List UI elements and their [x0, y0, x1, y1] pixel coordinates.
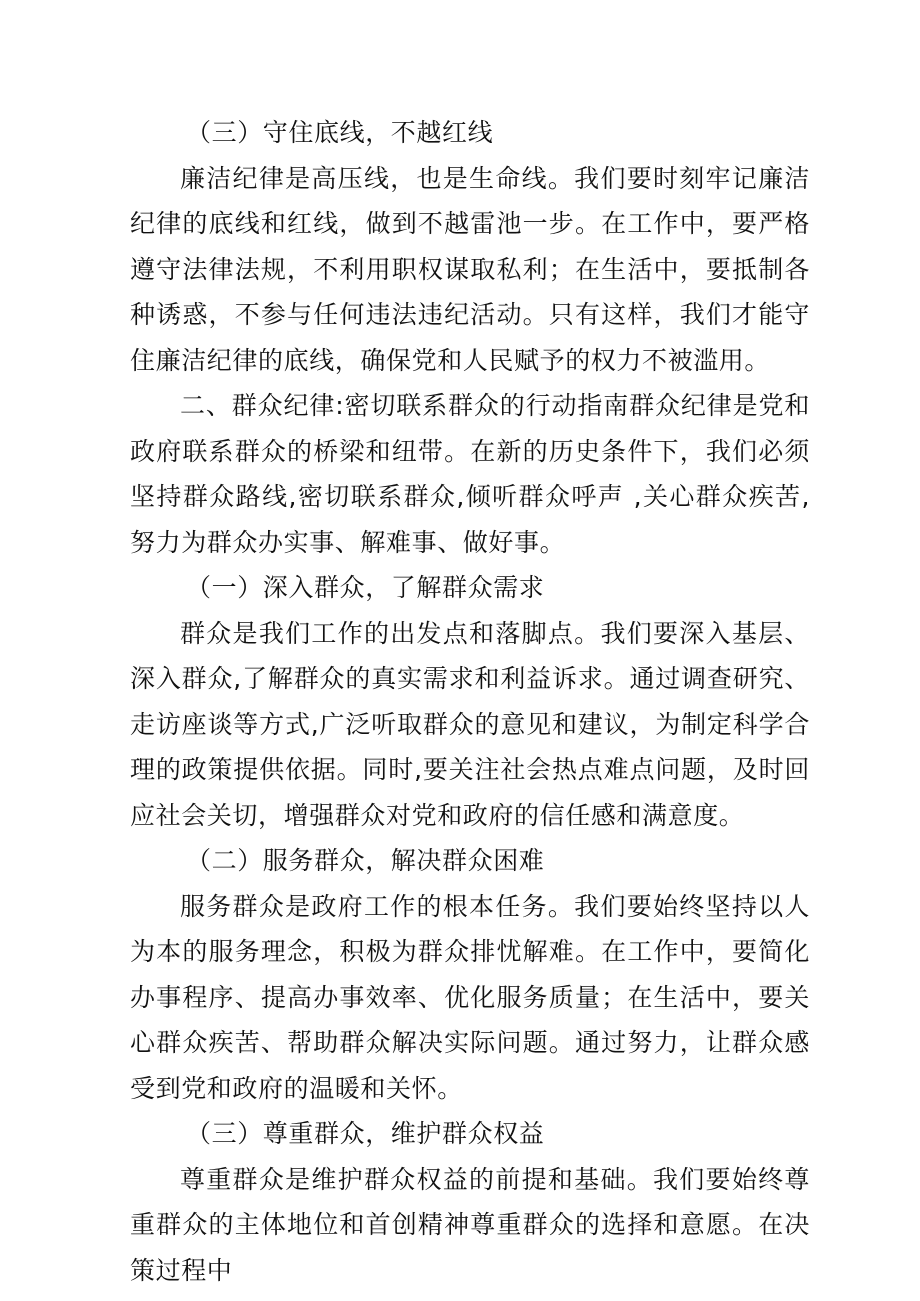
- para-shenru-qunzhong: 群众是我们工作的出发点和落脚点。我们要深入基层、深入群众,了解群众的真实需求和利益诉求。通过调查研究、走访座谈等方式,广泛听取群众的意见和建议，为制定科学合理的政策提供依据。同时,要关注社会热点难点问题，及时回应社会关切，增强群众对党和政府的信任感和满意度。: [130, 618, 810, 830]
- heading-zunzhong-qunzhong: （三）尊重群众，维护群众权益: [186, 1119, 545, 1148]
- para-zunzhong-qunzhong: 尊重群众是维护群众权益的前提和基础。我们要始终尊重群众的主体地位和首创精神尊重群众的选择和意愿。在决策过程中: [130, 1164, 810, 1285]
- para-lianjie-jilv: 廉洁纪律是高压线，也是生命线。我们要时刻牢记廉洁纪律的底线和红线，做到不越雷池一步。在工作中，要严格遵守法律法规，不利用职权谋取私利；在生活中，要抵制各种诱惑，不参与任何违法违纪活动。只有这样，我们才能守住廉洁纪律的底线，确保党和人民赋予的权力不被滥用。: [130, 163, 810, 375]
- heading-fuwu-qunzhong: （二）服务群众，解决群众困难: [186, 846, 545, 875]
- para-qunzhong-jilv: 二、群众纪律:密切联系群众的行动指南群众纪律是党和政府联系群众的桥梁和纽带。在新的历史条件下，我们必须坚持群众路线,密切联系群众,倾听群众呼声 ,关心群众疾苦,努力为群众办实事、解难事、做好事。: [130, 391, 810, 557]
- heading-shoudi-dixian: （三）守住底线，不越红线: [186, 118, 494, 147]
- heading-shenru-qunzhong: （一）深入群众，了解群众需求: [186, 573, 545, 602]
- para-fuwu-qunzhong: 服务群众是政府工作的根本任务。我们要始终坚持以人为本的服务理念，积极为群众排忧解难。在工作中，要简化办事程序、提高办事效率、优化服务质量；在生活中，要关心群众疾苦、帮助群众解决实际问题。通过努力，让群众感受到党和政府的温暖和关怀。: [130, 891, 810, 1103]
